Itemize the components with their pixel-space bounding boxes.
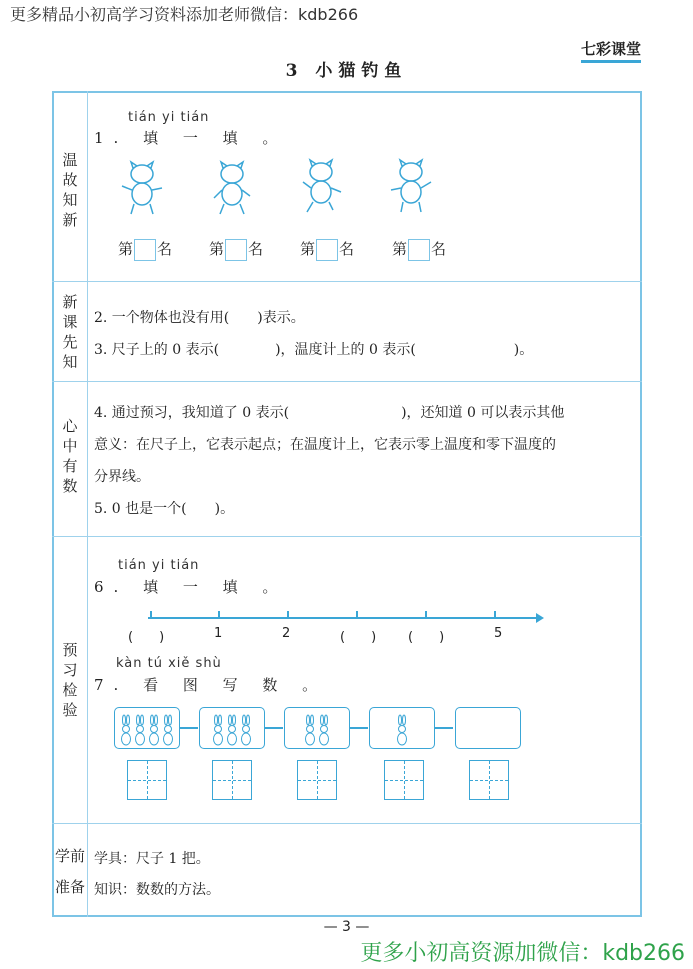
rabbit-icon: [133, 714, 147, 746]
section-label-text: 新课先知: [62, 293, 78, 371]
rabbit-box-2: [199, 707, 265, 749]
q4-line-1: 4. 通过预习，我知道了 0 表示( )，还知道 0 可以表示其他: [94, 405, 565, 421]
rank-prefix: 第: [392, 240, 408, 258]
arrow-connector: [435, 727, 453, 729]
prep-tools: 学具：尺子 1 把。: [94, 851, 210, 867]
axis-label-2: 2: [282, 626, 291, 641]
number-line-tick: [425, 611, 427, 619]
label-column-divider: [87, 91, 88, 917]
section-label-text: 心中有数: [62, 417, 78, 495]
rabbit-icon: [317, 714, 331, 746]
prep-knowledge: 知识：数数的方法。: [94, 882, 220, 898]
top-advertisement: 更多精品小初高学习资料添加老师微信：kdb266: [10, 5, 359, 24]
page-title: 3 小猫钓鱼: [285, 61, 408, 81]
q1-pinyin: tián yi tián: [128, 110, 210, 125]
q7-pinyin: kàn tú xiě shù: [116, 656, 222, 671]
arrow-connector: [350, 727, 368, 729]
section-label-know: [53, 416, 87, 496]
cat-4-icon: [387, 158, 435, 214]
q3-text: 3. 尺子上的 0 表示( )，温度计上的 0 表示( )。: [94, 342, 534, 358]
rabbit-icon: [395, 714, 409, 746]
section-label-check: [53, 640, 87, 720]
q6-title: 6. 填 一 填 。: [94, 578, 288, 596]
rabbit-icon: [211, 714, 225, 746]
rabbit-group: [456, 708, 520, 748]
brand-logo: 七彩课堂: [581, 38, 641, 63]
rank-blank-1: [118, 238, 172, 261]
answer-grid-4[interactable]: [384, 760, 424, 800]
number-line-tick: [494, 611, 496, 619]
cat-3-icon: [297, 158, 345, 214]
section-divider: [52, 823, 642, 824]
rabbit-group: [285, 708, 349, 748]
rank-prefix: 第: [300, 240, 316, 258]
section-label-text: 预习检验: [62, 641, 78, 719]
rank-answer-box[interactable]: [316, 239, 338, 261]
rank-answer-box[interactable]: [225, 239, 247, 261]
rabbit-box-3: [284, 707, 350, 749]
axis-blank-0[interactable]: ( ): [128, 630, 165, 645]
q6-pinyin: tián yi tián: [118, 558, 200, 573]
axis-label-5: 5: [494, 626, 503, 641]
answer-grid-1[interactable]: [127, 760, 167, 800]
rabbit-group: [370, 708, 434, 748]
rabbit-box-5: [455, 707, 521, 749]
section-divider: [52, 536, 642, 537]
rabbit-icon: [225, 714, 239, 746]
rank-prefix: 第: [209, 240, 225, 258]
number-line: [148, 617, 540, 619]
answer-grid-3[interactable]: [297, 760, 337, 800]
rabbit-icon: [161, 714, 175, 746]
rabbit-box-4: [369, 707, 435, 749]
axis-label-1: 1: [214, 626, 223, 641]
section-label-prep-2: 准备: [54, 878, 85, 896]
rank-suffix: 名: [431, 240, 447, 258]
section-divider: [52, 281, 642, 282]
rabbit-icon: [119, 714, 133, 746]
number-line-tick: [150, 611, 152, 619]
section-label-prep-1: 学前: [54, 847, 85, 865]
rank-blank-4: [392, 238, 446, 261]
rabbit-icon: [239, 714, 253, 746]
number-line-tick: [287, 611, 289, 619]
cat-1-icon: [118, 160, 166, 216]
arrow-connector: [265, 727, 283, 729]
axis-blank-4[interactable]: ( ): [408, 630, 445, 645]
rank-answer-box[interactable]: [134, 239, 156, 261]
cat-2-icon: [208, 160, 256, 216]
bottom-advertisement: 更多小初高资源加微信：kdb266: [360, 941, 685, 966]
number-line-tick: [356, 611, 358, 619]
q5-text: 5. 0 也是一个( )。: [94, 501, 235, 517]
rank-blank-3: [300, 238, 354, 261]
section-divider: [52, 381, 642, 382]
rabbit-group: [115, 708, 179, 748]
rank-answer-box[interactable]: [408, 239, 430, 261]
axis-blank-3[interactable]: ( ): [340, 630, 377, 645]
rank-prefix: 第: [118, 240, 134, 258]
rabbit-icon: [303, 714, 317, 746]
section-label-preview: [53, 292, 87, 372]
q2-text: 2. 一个物体也没有用( )表示。: [94, 310, 305, 326]
number-line-tick: [218, 611, 220, 619]
rank-blank-2: [209, 238, 263, 261]
q4-line-2: 意义：在尺子上，它表示起点；在温度计上，它表示零上温度和零下温度的: [94, 437, 556, 453]
q1-title: 1. 填 一 填 。: [94, 129, 288, 147]
arrow-connector: [180, 727, 198, 729]
section-label-review: [53, 150, 87, 230]
page-number: — 3 —: [323, 919, 370, 935]
number-line-arrow-icon: [536, 613, 544, 623]
answer-grid-2[interactable]: [212, 760, 252, 800]
rabbit-icon: [147, 714, 161, 746]
q7-title: 7. 看 图 写 数 。: [94, 676, 328, 694]
rank-suffix: 名: [248, 240, 264, 258]
rank-suffix: 名: [339, 240, 355, 258]
answer-grid-5[interactable]: [469, 760, 509, 800]
section-label-text: 温故知新: [62, 151, 78, 229]
rabbit-box-1: [114, 707, 180, 749]
rank-suffix: 名: [157, 240, 173, 258]
rabbit-group: [200, 708, 264, 748]
q4-line-3: 分界线。: [94, 469, 150, 485]
